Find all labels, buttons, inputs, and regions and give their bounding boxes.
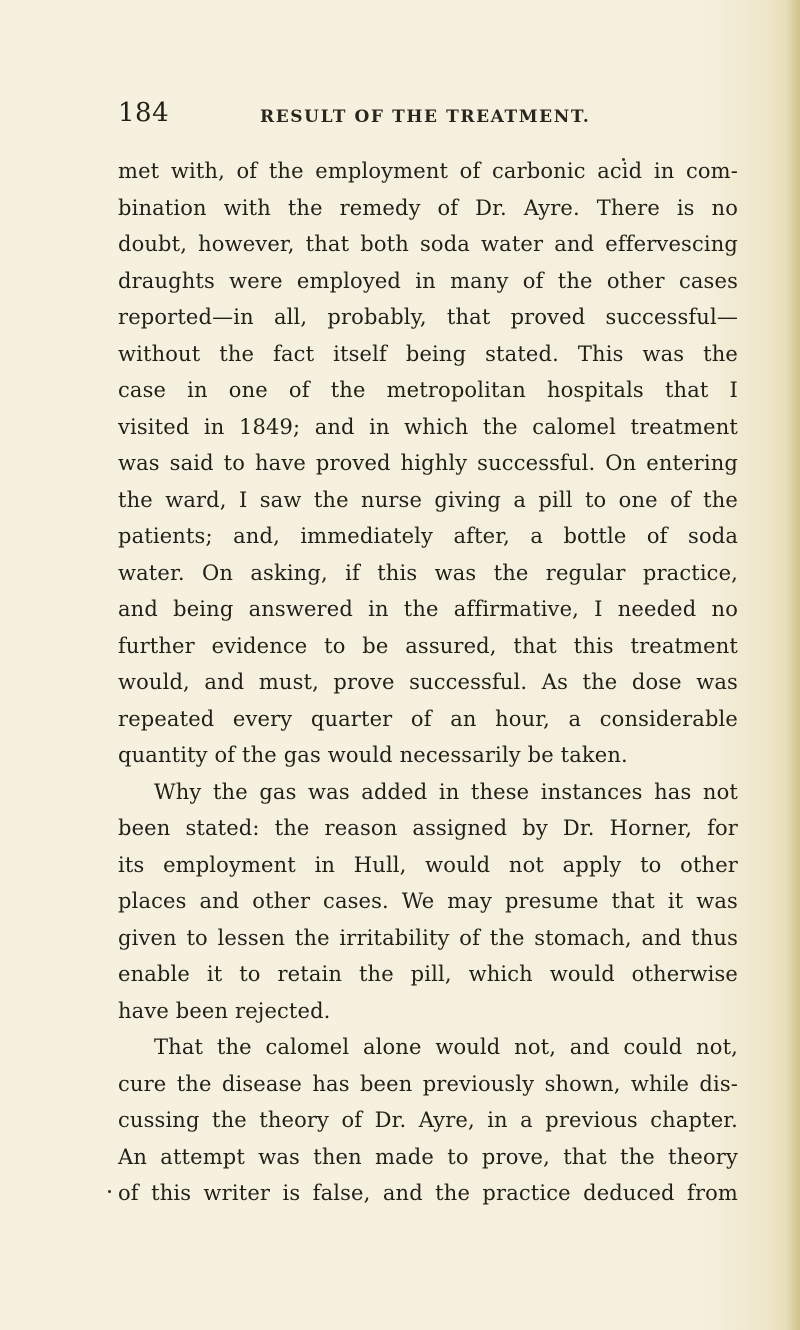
page-number: 184 (118, 98, 170, 128)
running-head: RESULT OF THE TREATMENT. (260, 107, 591, 127)
text-line: the ward, I saw the nurse giving a pill to one of the (118, 487, 738, 512)
text-line: places and other cases. We may presume that it was (118, 889, 738, 913)
text-line: of this writer is false, and the practice deduced from (118, 1181, 738, 1205)
ink-speck (108, 1190, 111, 1193)
body-text (118, 153, 738, 1212)
text-line: given to lessen the irritability of the stomach, and thus (118, 925, 738, 950)
text-line: That the calomel alone would not, and could not, (154, 1035, 738, 1059)
text-line: and being answered in the affirmative, I needed no (118, 597, 738, 621)
page-header (118, 98, 738, 138)
text-line: met with, of the employment of carbonic acid in com- (118, 159, 738, 183)
text-line: case in one of the metropolitan hospitals that I (118, 378, 738, 402)
text-line: without the fact itself being stated. This was the (118, 341, 738, 366)
text-line: have been rejected. (118, 998, 331, 1023)
text-line: was said to have proved highly successful. On entering (118, 451, 738, 475)
text-line: its employment in Hull, would not apply to other (118, 852, 738, 877)
text-line: quantity of the gas would necessarily be taken. (118, 743, 628, 767)
text-line: cure the disease has been previously shown, while dis- (118, 1071, 738, 1096)
text-line: patients; and, immediately after, a bottle of soda (118, 524, 738, 548)
text-line: visited in 1849; and in which the calomel treatment (118, 414, 738, 439)
text-line: bination with the remedy of Dr. Ayre. There is no (118, 195, 738, 220)
text-line: reported—in all, probably, that proved successful— (118, 305, 738, 329)
text-line: repeated every quarter of an hour, a considerable (118, 706, 738, 731)
text-line: doubt, however, that both soda water and effervescing (118, 232, 738, 256)
text-line: draughts were employed in many of the other cases (118, 268, 738, 293)
text-line: enable it to retain the pill, which would otherwise (118, 962, 738, 986)
text-line: further evidence to be assured, that this treatment (118, 633, 738, 658)
page-edge-shadow (786, 0, 800, 1330)
text-line: been stated: the reason assigned by Dr. Horner, for (118, 816, 738, 840)
text-line: would, and must, prove successful. As the dose was (118, 670, 738, 694)
text-line: cussing the theory of Dr. Ayre, in a previous chapter. (118, 1108, 738, 1132)
text-line: Why the gas was added in these instances has not (154, 779, 738, 804)
text-line: water. On asking, if this was the regular practice, (118, 560, 738, 585)
text-line: An attempt was then made to prove, that the theory (118, 1144, 738, 1169)
